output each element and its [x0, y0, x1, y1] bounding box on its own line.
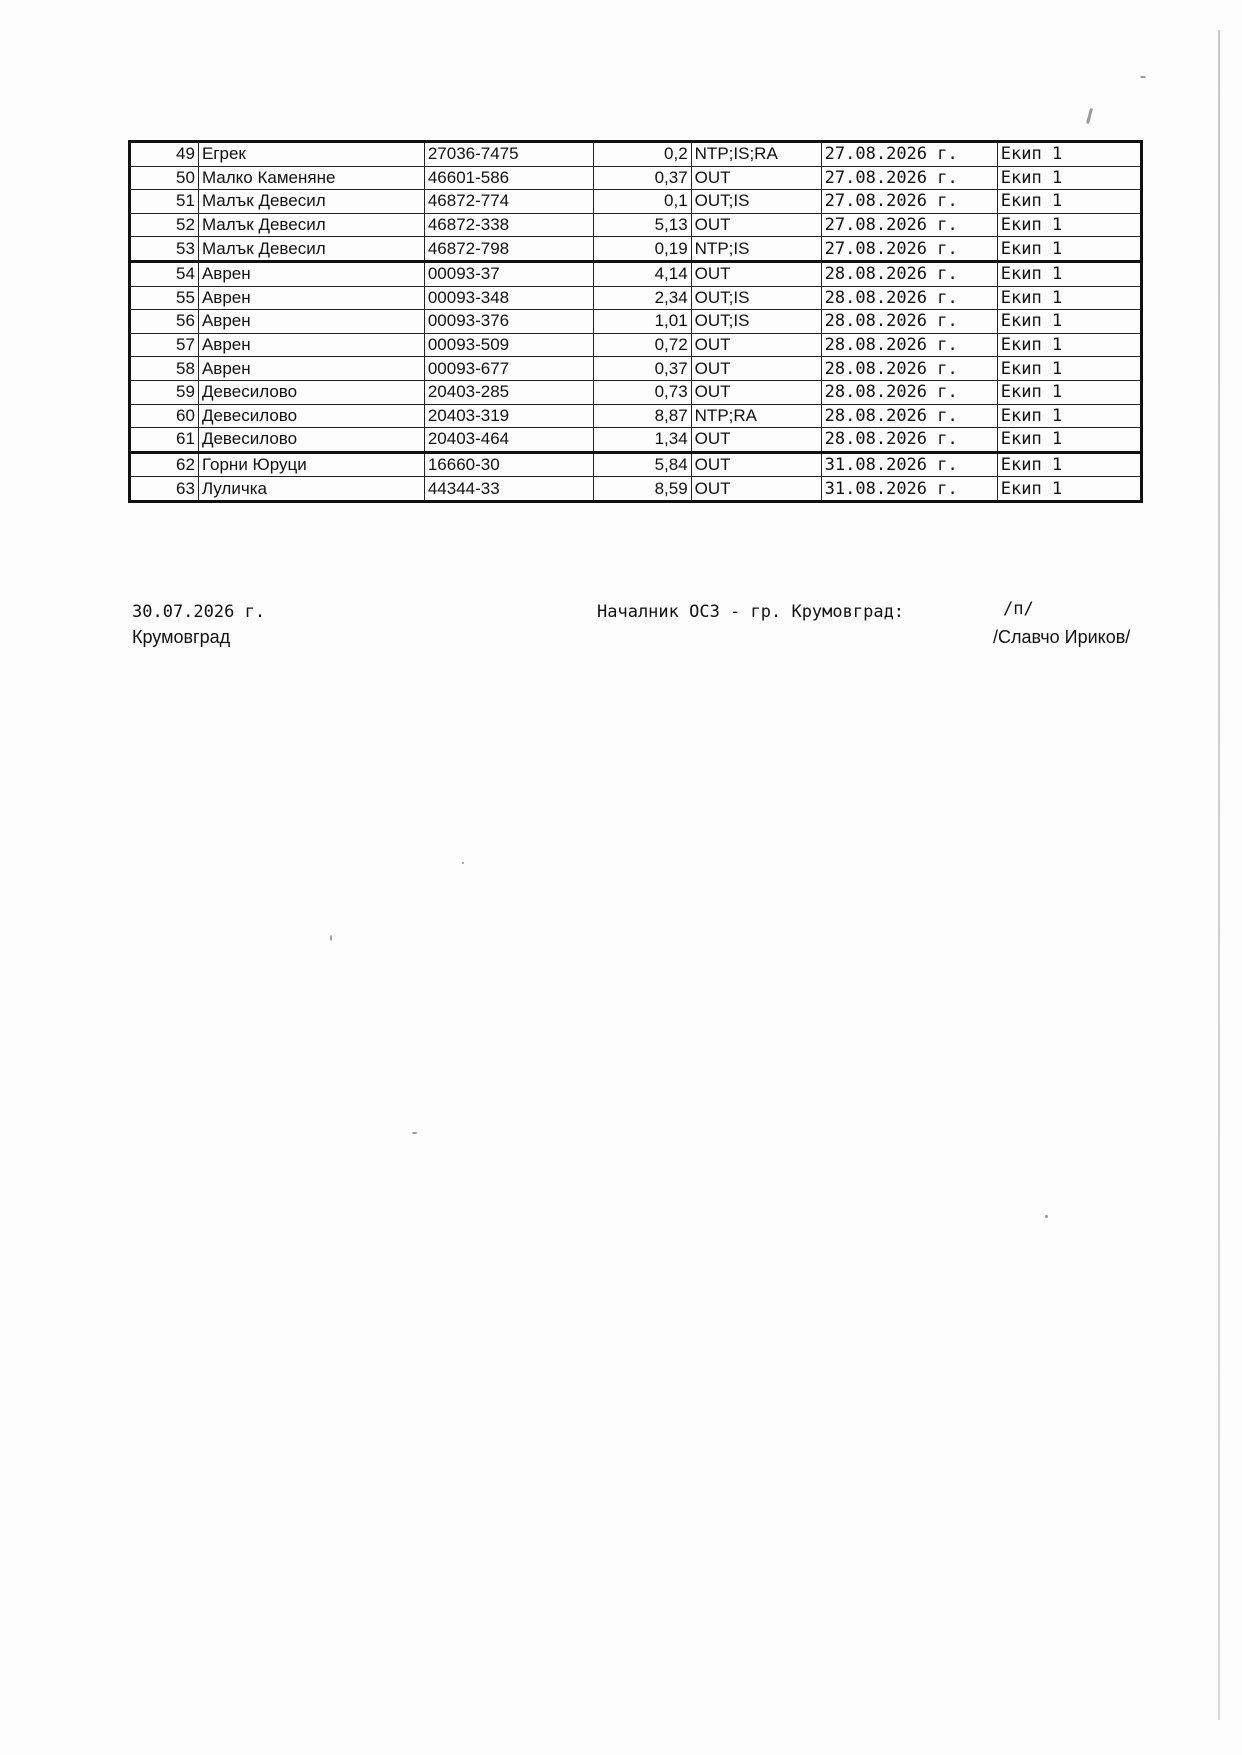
row-number: 49	[130, 142, 199, 167]
plot-code: 00093-376	[424, 310, 593, 334]
village-name: Егрек	[198, 142, 424, 167]
footer-date: 30.07.2026 г.	[132, 602, 266, 622]
village-name: Девесилово	[198, 404, 424, 428]
plot-area: 2,34	[594, 286, 692, 310]
table-row	[130, 428, 1142, 453]
scan-speck	[462, 862, 464, 864]
table-row	[130, 237, 1142, 262]
plot-code: 46601-586	[424, 166, 593, 190]
table-row	[130, 261, 1142, 286]
visit-date: 28.08.2026 г.	[821, 261, 997, 286]
plot-code: 46872-338	[424, 213, 593, 237]
table-row	[130, 380, 1142, 404]
table-row	[130, 477, 1142, 502]
plots-table	[128, 140, 1143, 503]
plot-code: 00093-348	[424, 286, 593, 310]
row-number: 58	[130, 357, 199, 381]
visit-date: 28.08.2026 г.	[821, 310, 997, 334]
plot-code: 46872-798	[424, 237, 593, 262]
row-number: 54	[130, 261, 199, 286]
row-number: 60	[130, 404, 199, 428]
table-row	[130, 357, 1142, 381]
table-row	[130, 286, 1142, 310]
plot-type: OUT;IS	[691, 310, 821, 334]
visit-date: 31.08.2026 г.	[821, 452, 997, 477]
scan-speck	[1140, 76, 1146, 78]
team-name: Екип 1	[997, 333, 1141, 357]
team-name: Екип 1	[997, 166, 1141, 190]
plot-area: 0,19	[594, 237, 692, 262]
table-row	[130, 213, 1142, 237]
village-name: Малък Девесил	[198, 237, 424, 262]
plot-code: 44344-33	[424, 477, 593, 502]
team-name: Екип 1	[997, 452, 1141, 477]
plot-type: OUT	[691, 380, 821, 404]
village-name: Девесилово	[198, 428, 424, 453]
team-name: Екип 1	[997, 142, 1141, 167]
village-name: Малко Каменяне	[198, 166, 424, 190]
visit-date: 27.08.2026 г.	[821, 142, 997, 167]
row-number: 57	[130, 333, 199, 357]
plot-type: OUT	[691, 452, 821, 477]
plot-area: 5,84	[594, 452, 692, 477]
scan-speck	[1045, 1215, 1048, 1218]
plot-area: 1,34	[594, 428, 692, 453]
village-name: Луличка	[198, 477, 424, 502]
footer-signature-mark: /п/	[1003, 599, 1034, 619]
plot-area: 0,72	[594, 333, 692, 357]
visit-date: 28.08.2026 г.	[821, 333, 997, 357]
plots-table-body	[130, 142, 1142, 502]
scan-edge-shadow	[1218, 30, 1220, 1720]
team-name: Екип 1	[997, 428, 1141, 453]
village-name: Малък Девесил	[198, 213, 424, 237]
table-row	[130, 452, 1142, 477]
scan-speck	[330, 935, 332, 941]
table-row	[130, 310, 1142, 334]
visit-date: 28.08.2026 г.	[821, 428, 997, 453]
plot-area: 1,01	[594, 310, 692, 334]
row-number: 51	[130, 190, 199, 214]
row-number: 62	[130, 452, 199, 477]
visit-date: 27.08.2026 г.	[821, 237, 997, 262]
plot-code: 00093-37	[424, 261, 593, 286]
team-name: Екип 1	[997, 404, 1141, 428]
plot-code: 00093-677	[424, 357, 593, 381]
plot-code: 20403-319	[424, 404, 593, 428]
village-name: Девесилово	[198, 380, 424, 404]
plot-type: NTP;RA	[691, 404, 821, 428]
plot-area: 8,87	[594, 404, 692, 428]
plot-type: OUT	[691, 261, 821, 286]
plot-type: NTP;IS;RA	[691, 142, 821, 167]
visit-date: 28.08.2026 г.	[821, 380, 997, 404]
visit-date: 28.08.2026 г.	[821, 404, 997, 428]
plot-type: OUT	[691, 213, 821, 237]
plot-area: 4,14	[594, 261, 692, 286]
plot-code: 16660-30	[424, 452, 593, 477]
village-name: Аврен	[198, 286, 424, 310]
plot-type: OUT	[691, 477, 821, 502]
plot-type: NTP;IS	[691, 237, 821, 262]
row-number: 56	[130, 310, 199, 334]
row-number: 63	[130, 477, 199, 502]
footer-position: Началник ОСЗ - гр. Крумовград:	[597, 602, 905, 622]
team-name: Екип 1	[997, 380, 1141, 404]
team-name: Екип 1	[997, 213, 1141, 237]
footer-place: Крумовград	[132, 627, 231, 647]
row-number: 52	[130, 213, 199, 237]
plot-type: OUT;IS	[691, 190, 821, 214]
village-name: Аврен	[198, 357, 424, 381]
village-name: Аврен	[198, 261, 424, 286]
table-row	[130, 142, 1142, 167]
plot-code: 46872-774	[424, 190, 593, 214]
plot-type: OUT	[691, 166, 821, 190]
row-number: 61	[130, 428, 199, 453]
table-row	[130, 166, 1142, 190]
visit-date: 28.08.2026 г.	[821, 286, 997, 310]
plot-code: 00093-509	[424, 333, 593, 357]
plot-type: OUT;IS	[691, 286, 821, 310]
table-row	[130, 190, 1142, 214]
team-name: Екип 1	[997, 237, 1141, 262]
table-row	[130, 404, 1142, 428]
plot-area: 0,1	[594, 190, 692, 214]
plot-code: 20403-464	[424, 428, 593, 453]
village-name: Аврен	[198, 310, 424, 334]
plot-code: 27036-7475	[424, 142, 593, 167]
team-name: Екип 1	[997, 261, 1141, 286]
village-name: Малък Девесил	[198, 190, 424, 214]
plot-area: 0,2	[594, 142, 692, 167]
plot-area: 5,13	[594, 213, 692, 237]
visit-date: 27.08.2026 г.	[821, 166, 997, 190]
plot-area: 8,59	[594, 477, 692, 502]
row-number: 59	[130, 380, 199, 404]
visit-date: 27.08.2026 г.	[821, 213, 997, 237]
team-name: Екип 1	[997, 286, 1141, 310]
row-number: 53	[130, 237, 199, 262]
visit-date: 28.08.2026 г.	[821, 357, 997, 381]
team-name: Екип 1	[997, 310, 1141, 334]
row-number: 50	[130, 166, 199, 190]
visit-date: 27.08.2026 г.	[821, 190, 997, 214]
scan-speck	[1086, 108, 1093, 124]
plot-area: 0,37	[594, 357, 692, 381]
team-name: Екип 1	[997, 357, 1141, 381]
plot-type: OUT	[691, 333, 821, 357]
plot-area: 0,73	[594, 380, 692, 404]
table-row	[130, 333, 1142, 357]
team-name: Екип 1	[997, 190, 1141, 214]
team-name: Екип 1	[997, 477, 1141, 502]
plot-type: OUT	[691, 428, 821, 453]
plot-area: 0,37	[594, 166, 692, 190]
row-number: 55	[130, 286, 199, 310]
village-name: Горни Юруци	[198, 452, 424, 477]
visit-date: 31.08.2026 г.	[821, 477, 997, 502]
plot-code: 20403-285	[424, 380, 593, 404]
footer-signatory: /Славчо Ириков/	[993, 627, 1131, 647]
scan-speck	[412, 1132, 417, 1134]
plot-type: OUT	[691, 357, 821, 381]
village-name: Аврен	[198, 333, 424, 357]
